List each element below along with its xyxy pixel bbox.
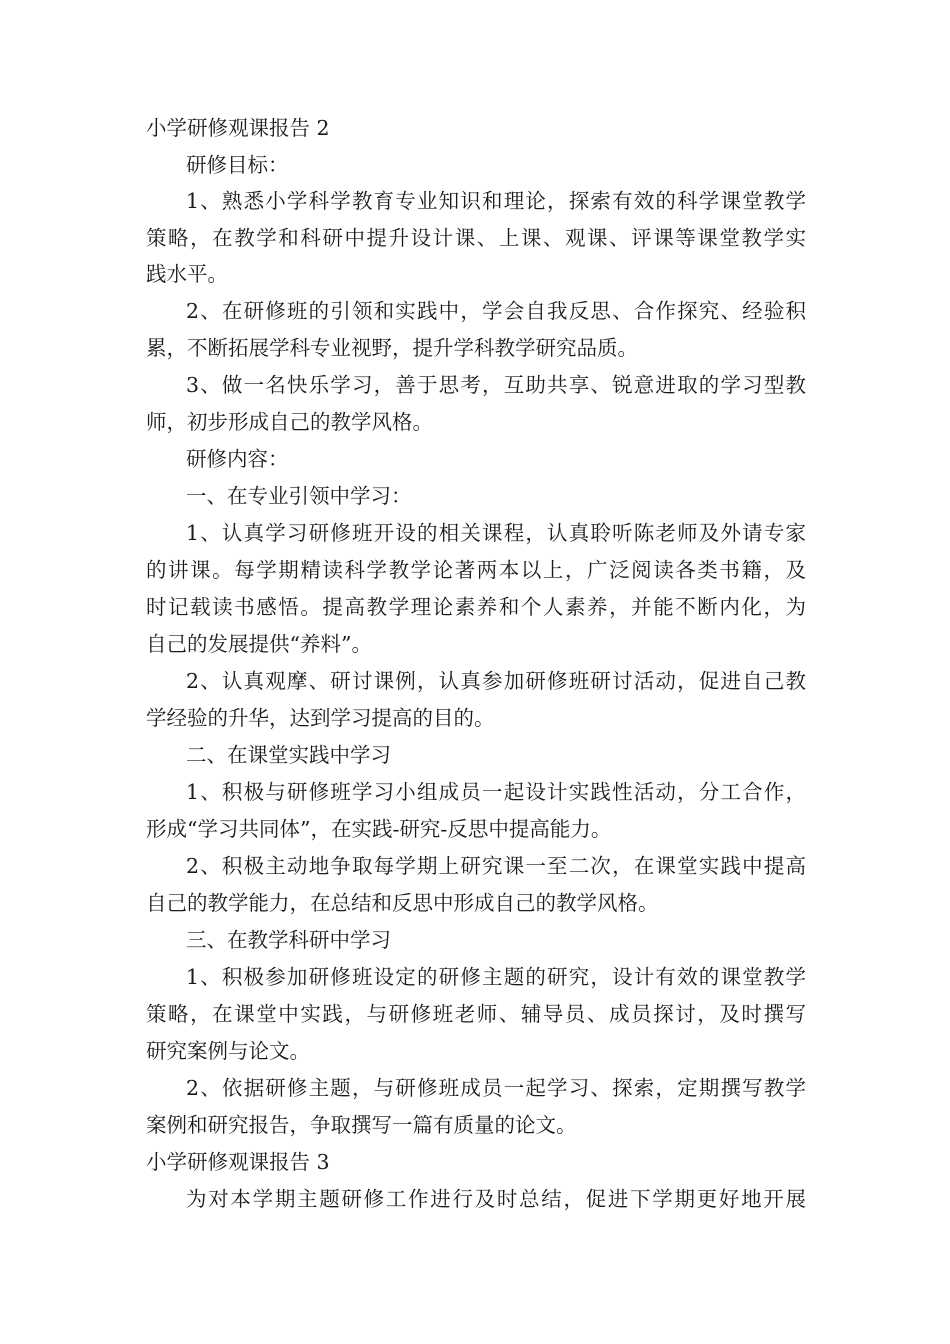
paragraph-line: 3、做一名快乐学习，善于思考，互助共享、锐意进取的学习型教 — [186, 373, 806, 397]
paragraph-line: 学经验的升华，达到学习提高的目的。 — [146, 706, 495, 730]
subheading-section-2: 二、在课堂实践中学习 — [186, 743, 391, 767]
paragraph-line: 形成“学习共同体”，在实践-研究-反思中提高能力。 — [146, 817, 612, 841]
paragraph-line: 1、积极参加研修班设定的研修主题的研究，设计有效的课堂教学 — [186, 965, 806, 989]
paragraph-line: 累，不断拓展学科专业视野，提升学科教学研究品质。 — [146, 336, 638, 360]
paragraph-line: 研究案例与论文。 — [146, 1039, 310, 1063]
paragraph-line: 案例和研究报告，争取撰写一篇有质量的论文。 — [146, 1113, 577, 1137]
paragraph-line: 1、积极与研修班学习小组成员一起设计实践性活动，分工合作， — [186, 780, 806, 804]
paragraph-line: 践水平。 — [146, 262, 228, 286]
paragraph-line: 2、在研修班的引领和实践中，学会自我反思、合作探究、经验积 — [186, 299, 806, 323]
paragraph-line: 1、认真学习研修班开设的相关课程，认真聆听陈老师及外请专家 — [186, 521, 806, 545]
paragraph-line: 策略，在课堂中实践，与研修班老师、辅导员、成员探讨，及时撰写 — [146, 1002, 806, 1026]
paragraph-line: 2、认真观摩、研讨课例，认真参加研修班研讨活动，促进自己教 — [186, 669, 806, 693]
paragraph-line: 师，初步形成自己的教学风格。 — [146, 410, 433, 434]
section-heading-report-3: 小学研修观课报告 3 — [146, 1150, 330, 1174]
paragraph-line: 为对本学期主题研修工作进行及时总结，促进下学期更好地开展 — [186, 1187, 806, 1211]
subheading-goals: 研修目标： — [186, 153, 289, 177]
paragraph-line: 1、熟悉小学科学教育专业知识和理论，探索有效的科学课堂教学 — [186, 189, 806, 213]
paragraph-line: 自己的教学能力，在总结和反思中形成自己的教学风格。 — [146, 891, 659, 915]
paragraph-line: 2、依据研修主题，与研修班成员一起学习、探索，定期撰写教学 — [186, 1076, 806, 1100]
section-heading-report-2: 小学研修观课报告 2 — [146, 116, 330, 140]
paragraph-line: 自己的发展提供“养料”。 — [146, 632, 372, 656]
paragraph-line: 策略，在教学和科研中提升设计课、上课、观课、评课等课堂教学实 — [146, 226, 806, 250]
subheading-section-1: 一、在专业引领中学习： — [186, 484, 412, 508]
paragraph-line: 的讲课。每学期精读科学教学论著两本以上，广泛阅读各类书籍，及 — [146, 558, 806, 582]
subheading-section-3: 三、在教学科研中学习 — [186, 928, 391, 952]
paragraph-line: 2、积极主动地争取每学期上研究课一至二次，在课堂实践中提高 — [186, 854, 806, 878]
subheading-content: 研修内容： — [186, 447, 289, 471]
paragraph-line: 时记载读书感悟。提高教学理论素养和个人素养，并能不断内化，为 — [146, 595, 806, 619]
